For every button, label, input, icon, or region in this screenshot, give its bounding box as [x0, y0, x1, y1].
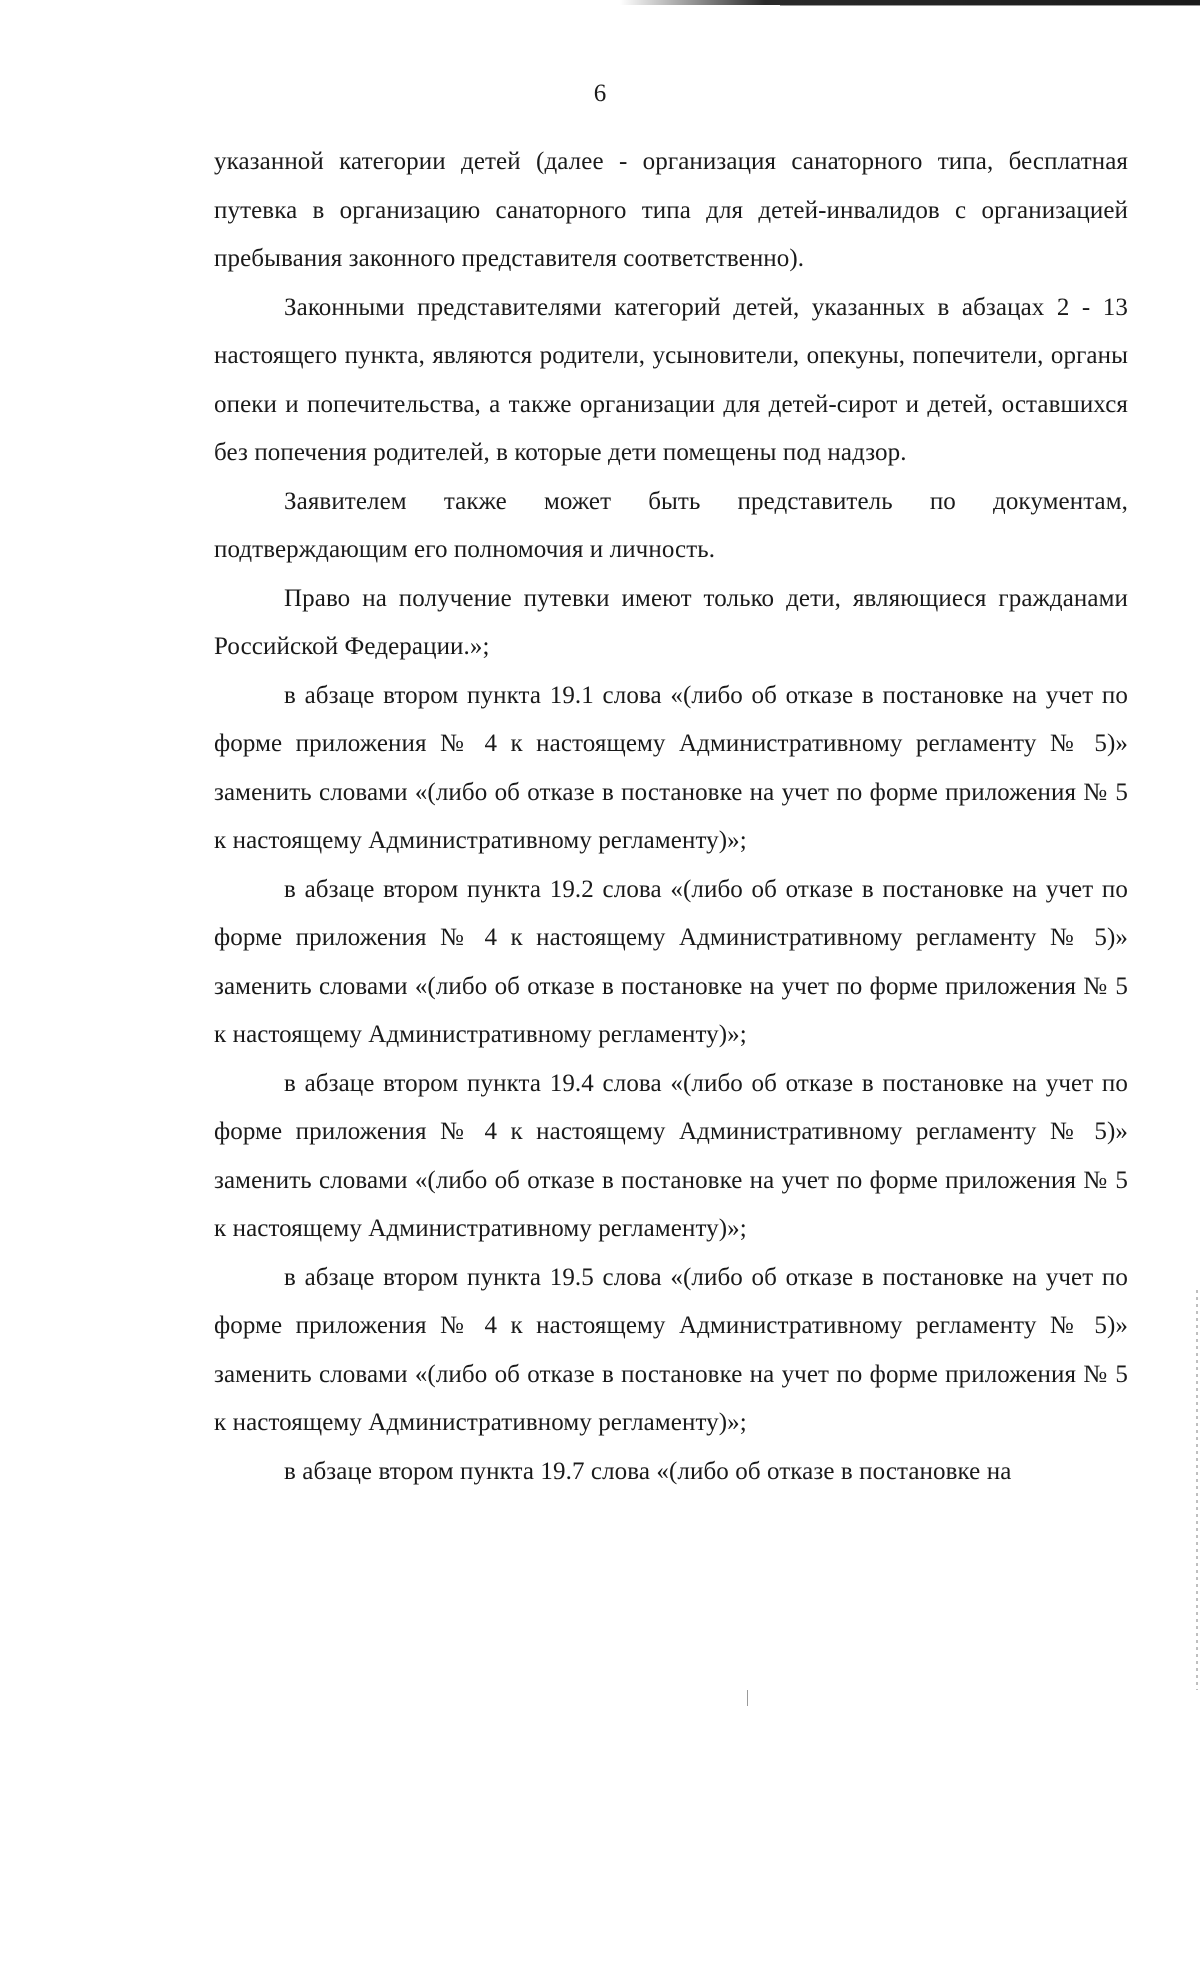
paragraph-legal-representatives: Законными представителями категорий детей, указанных в абзацах 2 - 13 настоящего пункта, являются родители, усыновители, опекуны, попечители, органы опеки и попечительства, а также организации для детей-сирот и детей, оставшихся без попечения родителей, в которые дети помещены под надзор. [214, 293, 1128, 466]
scan-edge-top-thin [780, 5, 1200, 6]
document-body [214, 138, 1128, 1496]
page-number: 6 [593, 80, 607, 107]
paragraph-amendment-19-2: в абзаце втором пункта 19.2 слова «(либо об отказе в постановке на учет по форме приложения № 4 к настоящему Административному регламенту № 5)» заменить словами «(либо об отказе в постановке на учет по форме приложения № 5 к настоящему Административному регламенту)»; [214, 875, 1128, 1048]
paragraph-continuation: указанной категории детей (далее - организация санаторного типа, бесплатная путевка в организацию санаторного типа для детей-инвалидов с организацией пребывания законного представителя соответственно). [214, 148, 1128, 272]
scan-edge-right [1196, 1290, 1198, 1690]
paragraph-right-to-voucher: Право на получение путевки имеют только дети, являющиеся гражданами Российской Федерации.»; [214, 584, 1128, 660]
paragraph-amendment-19-4: в абзаце втором пункта 19.4 слова «(либо об отказе в постановке на учет по форме приложения № 4 к настоящему Административному регламенту № 5)» заменить словами «(либо об отказе в постановке на учет по форме приложения № 5 к настоящему Административному регламенту)»; [214, 1069, 1128, 1242]
paragraph-amendment-19-5: в абзаце втором пункта 19.5 слова «(либо об отказе в постановке на учет по форме приложения № 4 к настоящему Административному регламенту № 5)» заменить словами «(либо об отказе в постановке на учет по форме приложения № 5 к настоящему Административному регламенту)»; [214, 1263, 1128, 1436]
paragraph-amendment-19-7: в абзаце втором пункта 19.7 слова «(либо об отказе в постановке на [284, 1457, 1012, 1485]
scan-artifact-mark [747, 1690, 748, 1706]
paragraph-amendment-19-1: в абзаце втором пункта 19.1 слова «(либо об отказе в постановке на учет по форме приложения № 4 к настоящему Административному регламенту № 5)» заменить словами «(либо об отказе в постановке на учет по форме приложения № 5 к настоящему Административному регламенту)»; [214, 681, 1128, 854]
paragraph-applicant: Заявителем также может быть представитель по документам, подтверждающим его полномочия и личность. [214, 487, 1128, 563]
